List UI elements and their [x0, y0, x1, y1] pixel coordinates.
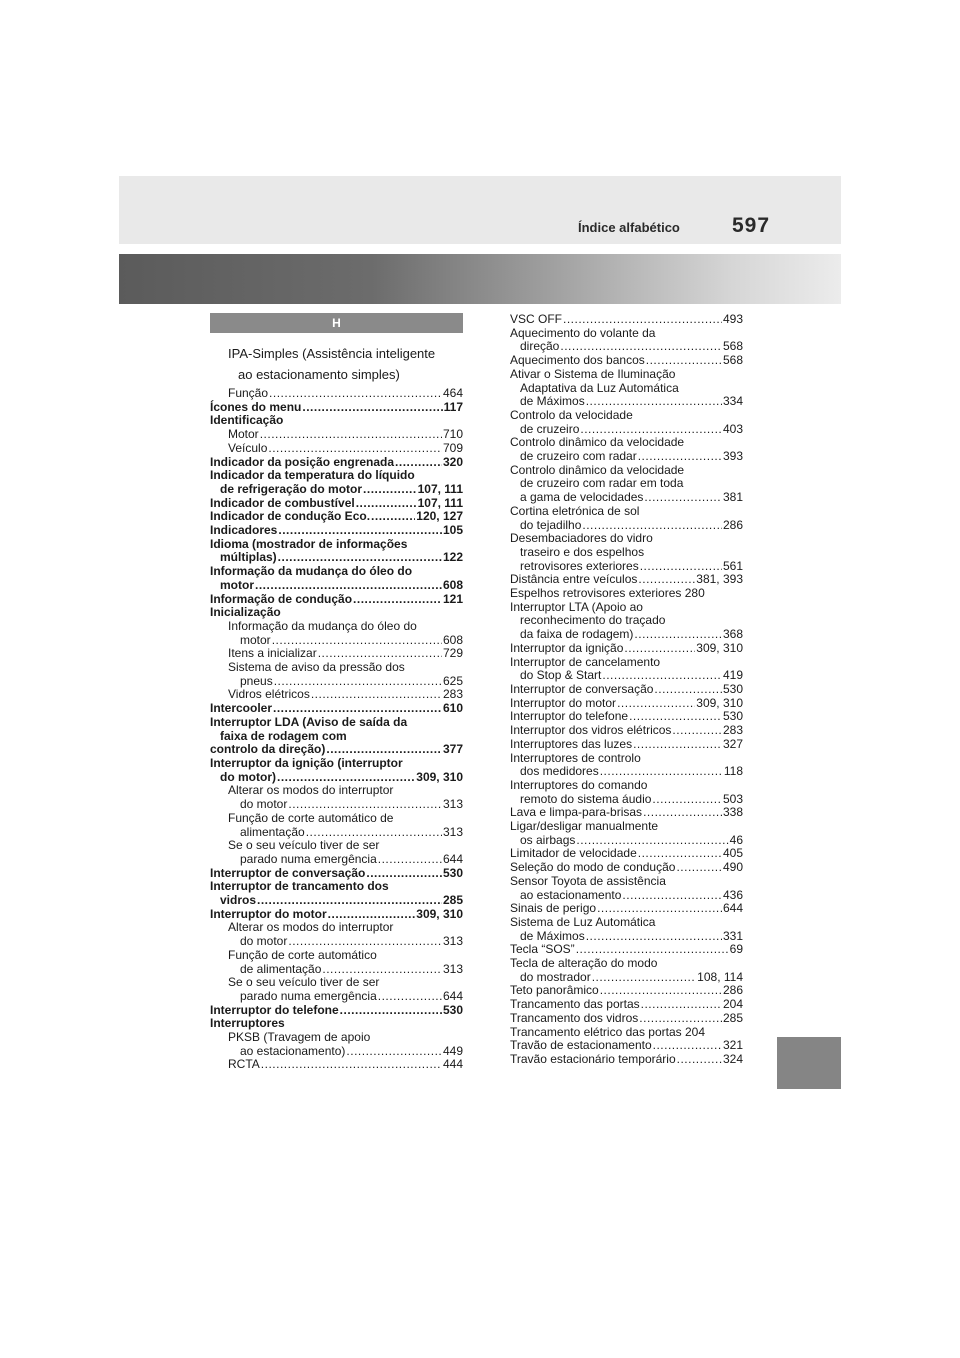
index-entry: Interruptor de cancelamento do Stop & Start ..... 419 [510, 656, 743, 683]
index-entry: Lava e limpa-para-brisas ..... 338 [510, 806, 743, 820]
index-entry: Travão estacionário temporário ..... 324 [510, 1053, 743, 1067]
index-entry: Distância entre veículos ..... 381, 393 [510, 573, 743, 587]
index-entry: RCTA ..... 444 [210, 1058, 463, 1072]
index-entry: Seleção do modo de condução ..... 490 [510, 861, 743, 875]
index-entry: Sistema de aviso da pressão dos pneus ..... 625 [210, 661, 463, 688]
index-entry: da faixa de rodagem) ..... 368 [510, 628, 743, 642]
index-entry: Cortina eletrónica de sol do tejadilho ..... 286 [510, 505, 743, 532]
index-entry: Interruptor de trancamento dos vidros ..... 285 [210, 880, 463, 907]
index-entry: Interruptores das luzes ..... 327 [510, 738, 743, 752]
index-entry: Intercooler ..... 610 [210, 702, 463, 716]
index-entry: Ativar o Sistema de Iluminação Adaptativa da Luz Automática [510, 366, 679, 395]
index-entry: Vidros elétricos ..... 283 [210, 688, 463, 702]
index-entry: Informação da mudança do óleo do motor ..... 608 [210, 620, 463, 647]
index-entry: Inicialização [210, 605, 281, 620]
section-title: Índice alfabético [578, 220, 680, 235]
index-entry: Idioma (mostrador de informações múltiplas) ..... 122 [210, 538, 463, 565]
index-entry: Travão de estacionamento ..... 321 [510, 1039, 743, 1053]
index-entry: Interruptor LTA (Apoio ao reconhecimento do traçado [510, 599, 666, 628]
index-entry: Aquecimento do volante da direção ..... 568 [510, 327, 743, 354]
chapter-thumb-tab [777, 1037, 841, 1089]
index-entry: Veículo ..... 709 [210, 442, 463, 456]
index-entry: retrovisores exteriores ..... 561 [510, 560, 743, 574]
decorative-gradient-band [119, 254, 841, 304]
index-entry: Trancamento elétrico das portas 204 [510, 1024, 706, 1039]
index-entry: Interruptor da ignição (interruptor do motor) ..... 309, 310 [210, 757, 463, 784]
index-entry: Interruptor do telefone ..... 530 [210, 1004, 463, 1018]
index-entry: Interruptor dos vidros elétricos ..... 283 [510, 724, 743, 738]
index-entry: Indicador de condução Eco. ..... 120, 127 [210, 510, 463, 524]
index-entry: Função ..... 464 [210, 387, 463, 401]
index-entry: Controlo dinâmico da velocidade de cruzeiro com radar em toda [510, 462, 685, 491]
index-entry: Interruptores de controlo dos medidores ..... 118 [510, 752, 743, 779]
index-column-left [210, 313, 463, 1072]
index-entry: Informação da mudança do óleo do motor ..... 608 [210, 565, 463, 592]
index-entry: Função de corte automático de alimentação ..... 313 [210, 812, 463, 839]
index-entry: Espelhos retrovisores exteriores 280 [510, 586, 705, 601]
page-number: 597 [732, 214, 771, 237]
index-entry: Teto panorâmico ..... 286 [510, 984, 743, 998]
index-entry: Indicadores ..... 105 [210, 524, 463, 538]
index-entry: Aquecimento dos bancos ..... 568 [510, 354, 743, 368]
index-entry: Controlo dinâmico da velocidade de cruzeiro com radar ..... 393 [510, 436, 743, 463]
letter-heading: H [210, 313, 463, 333]
index-entry: a gama de velocidades ..... 381 [510, 491, 743, 505]
index-entry: Sensor Toyota de assistência ao estacionamento ..... 436 [510, 875, 743, 902]
index-entry: Tecla de alteração do modo do mostrador ..... 108, 114 [510, 957, 743, 984]
index-entry: IPA-Simples (Assistência inteligente ao estacionamento simples) [228, 346, 436, 382]
index-entry: Indicador da posição engrenada ..... 320 [210, 456, 463, 470]
index-entry: Se o seu veículo tiver de ser parado numa emergência ..... 644 [210, 976, 463, 1003]
index-entry: Identificação [210, 413, 284, 428]
index-entry: Informação de condução ..... 121 [210, 593, 463, 607]
index-entry: Controlo da velocidade de cruzeiro ..... 403 [510, 409, 743, 436]
index-entry: Interruptor LDA (Aviso de saída da faixa de rodagem com [210, 714, 408, 743]
index-entry: Interruptor do motor ..... 309, 310 [210, 908, 463, 922]
index-entry: PKSB (Travagem de apoio ao estacionamento) ..... 449 [210, 1031, 463, 1058]
index-entry: VSC OFF ..... 493 [510, 313, 743, 327]
index-entry: Interruptor da ignição ..... 309, 310 [510, 642, 743, 656]
index-entry: Função de corte automático de alimentação ..... 313 [210, 949, 463, 976]
index-entry: Se o seu veículo tiver de ser parado numa emergência ..... 644 [210, 839, 463, 866]
index-entry: Ligar/desligar manualmente os airbags ..... 46 [510, 820, 743, 847]
index-entry: de Máximos ..... 334 [510, 395, 743, 409]
index-entry: Alterar os modos do interruptor do motor ..... 313 [210, 921, 463, 948]
index-entry: Trancamento dos vidros ..... 285 [510, 1012, 743, 1026]
index-entry: Sinais de perigo ..... 644 [510, 902, 743, 916]
index-entry: Interruptor do motor ..... 309, 310 [510, 697, 743, 711]
index-entry: Interruptor do telefone ..... 530 [510, 710, 743, 724]
index-entry: Ícones do menu ..... 117 [210, 401, 463, 415]
index-entry: Indicador de combustível ..... 107, 111 [210, 497, 463, 511]
index-entry: Desembaciadores do vidro traseiro e dos espelhos [510, 531, 653, 559]
index-entry: Indicador da temperatura do líquido de refrigeração do motor ..... 107, 111 [210, 469, 463, 496]
index-entry: Interruptores do comando remoto do sistema áudio ..... 503 [510, 779, 743, 806]
index-entry: Limitador de velocidade ..... 405 [510, 847, 743, 861]
index-entry: controlo da direção) ..... 377 [210, 743, 463, 757]
index-entry: Interruptores [210, 1016, 285, 1031]
index-column-right [510, 313, 743, 1067]
index-entry: Motor ..... 710 [210, 428, 463, 442]
index-entry: Tecla “SOS” ..... 69 [510, 943, 743, 957]
index-entry: Alterar os modos do interruptor do motor ..... 313 [210, 784, 463, 811]
index-entry: Interruptor de conversação ..... 530 [210, 867, 463, 881]
index-entry: Interruptor de conversação ..... 530 [510, 683, 743, 697]
index-entry: Trancamento das portas ..... 204 [510, 998, 743, 1012]
index-entry: Sistema de Luz Automática de Máximos ..... 331 [510, 916, 743, 943]
index-entry: Itens a inicializar ..... 729 [210, 647, 463, 661]
